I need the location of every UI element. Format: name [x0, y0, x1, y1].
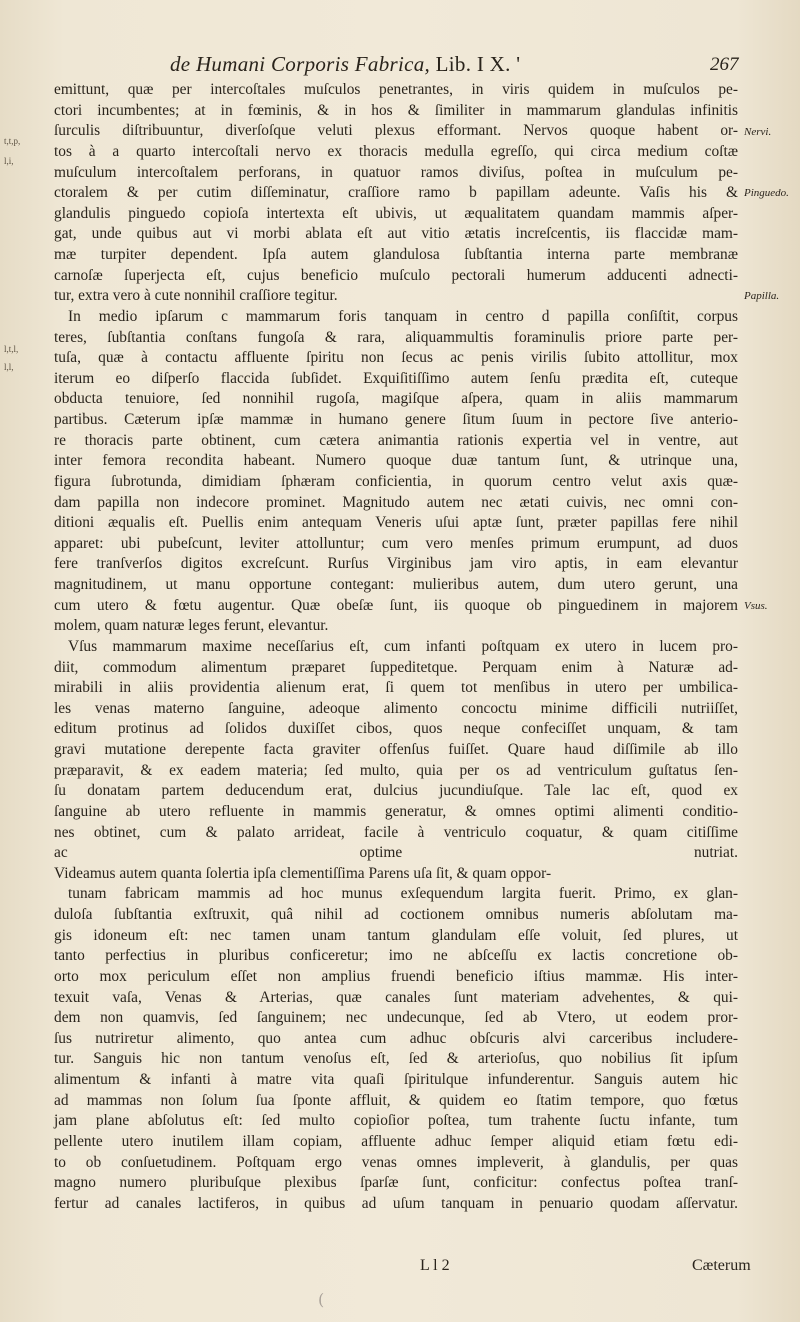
text-line: dam papilla non indecore prominet. Magnitudo autem nec ætati cuivis, nec omni con-	[54, 493, 738, 511]
text-line: ac optime nutriat.	[54, 844, 738, 862]
running-header: de Humani Corporis Fabrica, Lib. I X. '	[170, 52, 521, 76]
text-line: tur. Sanguis hic non tantum venoſus eſt, ſed & arterioſus, quo nobilius ſit ipſum	[54, 1050, 738, 1068]
text-line: tuſa, quæ à contactu affluente ſpiritu non ſecus ac penis virilis ſubito attollitur, mox	[54, 349, 738, 367]
text-line: duloſa ſubſtantia exſtruxit, quâ nihil ad coctionem omnibus numeris abſolutam ma-	[54, 906, 738, 923]
text-line: cum utero & fœtu augentur. Quæ obeſæ ſunt, iis quoque ob pinguedinem in majorem	[54, 596, 738, 614]
left-margin-mark: t,t,p,	[4, 136, 21, 146]
text-line: jam plane abſolutus eſt: ſed multo copioſior poſtea, tum trahente ſuctu infante, tum	[54, 1112, 738, 1130]
text-line: inter femora recondita habeant. Numero quoque duæ tantum ſunt, & utrinque una,	[54, 452, 738, 470]
text-line: emittunt, quæ per intercoſtales muſculos penetrantes, in viris quidem in muſculos pe-	[54, 81, 738, 98]
text-line: gat, unde quibus aut vi morbi ablata eſt aut vitio ætatis increſcentis, iis flaccidæ mam-	[54, 225, 738, 243]
text-line: editum protinus ad ſolidos duxiſſet cibos, quos neque confeciſſet unquam, & tam	[54, 720, 738, 738]
text-line: tur, extra vero à cute nonnihil craſſiore tegitur.	[54, 287, 338, 305]
text-line: fertur ad canales lactiferos, in quibus ad uſum tanquam in penuario quodam aſſervatur.	[54, 1194, 738, 1212]
text-line: tanto perfectius in pluribus conficeretur; imo ne abſceſſu ex lactis concretione ob-	[54, 947, 738, 965]
text-line: ſus nutriretur alimento, quo antea cum adhuc obſcuris alvi carceribus includere-	[54, 1029, 738, 1047]
text-line: mirabili in aliis providentia alienum erat, ſi quem tot menſibus in utero per umbilica-	[54, 679, 738, 697]
text-line: glandulis pinguedo copioſa intertexta eſt ubivis, ut æqualitatem quandam mammis aſper-	[54, 204, 738, 222]
text-line: nes obtinet, cum & palato arrideat, facile à ventriculo coquatur, & quam citiſſime	[54, 823, 738, 841]
text-line: tos à a quarto intercoſtali nervo ex thoracis medulla egreſſo, qui circa medium coſtæ	[54, 142, 738, 160]
text-line: ctori incumbentes; at in fœminis, & in hos & ſimiliter in mammarum glandulas infinitis	[54, 101, 738, 119]
text-line: obducta tenuiore, ſed nonnihil rugoſa, magiſque aſpera, quam in aliis mammarum	[54, 390, 738, 408]
text-line: re thoracis parte obtinent, cum cætera animantia rationis expertia vel in ventre, aut	[54, 431, 738, 449]
left-margin-mark: l,i,	[4, 156, 14, 166]
text-line: muſculum intercoſtalem perforans, in quatuor ramos diviſus, poſtea in muſculum pe-	[54, 163, 738, 181]
text-line: pellente utero inutilem illam copiam, affluente adhuc ſemper aliquid etiam fœtu edi-	[54, 1132, 738, 1150]
text-line: diit, commodum alimentum præparet ſuppeditetque. Perquam enim à Naturæ ad-	[54, 658, 738, 676]
signature-mark: L l 2	[420, 1257, 450, 1274]
text-line: Videamus autem quanta ſolertia ipſa clementiſſima Parens uſa ſit, & quam oppor-	[54, 864, 552, 882]
margin-note-pinguedo: Pinguedo.	[744, 187, 789, 199]
text-line: ſurculis diſtribuuntur, diverſoſque veluti plexus efformant. Nervos quoque habent or-	[54, 122, 738, 140]
text-line: præparavit, & ex eadem materia; ſed multo, quia per os ad ventriculum guſtatus ſen-	[54, 761, 738, 779]
text-line: to ob conſuetudinem. Poſtquam ergo venas omnes impleverit, à glandulis, per quas	[54, 1153, 738, 1171]
text-line: carnoſæ ſuperjecta eſt, cujus beneficio muſculo pectorali humerum adducenti adnecti-	[54, 266, 738, 284]
text-line: ad mammas non ſolum ſua ſponte affluit, & quidem eo ſtatim tempore, quo fœtus	[54, 1091, 738, 1109]
text-line: mæ turpiter dependent. Ipſa autem glandulosa ſubſtantia interna parte membranæ	[54, 246, 738, 263]
text-line: teres, ſubſtantia conſtans fungoſa & rara, aliquammultis foraminulis priore parte per-	[54, 328, 738, 346]
text-line: apparet: ubi pubeſcunt, leviter attolluntur; cum vero menſes primum erumpunt, ad duos	[54, 534, 738, 552]
text-line: ditioni æqualis eſt. Puellis enim antequam Veneris uſui aptæ ſunt, præter papillas fere nihil	[54, 514, 738, 532]
margin-note-usus: Vsus.	[744, 600, 768, 612]
text-line: molem, quam naturæ leges ferunt, elevantur.	[54, 617, 329, 635]
text-line: ſu donatam partem deducendum erat, dulcius jucundiuſque. Tale lac eſt, quod ex	[54, 782, 738, 800]
margin-note-papilla: Papilla.	[744, 290, 780, 302]
page-number: 267	[710, 54, 739, 75]
text-line: iterum eo diſperſo flaccida ſubſidet. Exquiſitiſſimo autem ſenſu prædita eſt, cuteque	[54, 369, 738, 387]
text-line: gravi mutatione derepente facta graviter offenſus fuiſſet. Quare haud diſſimile ab illo	[54, 741, 738, 758]
text-line: Vſus mammarum maxime neceſſarius eſt, cum infanti poſtquam ex utero in lucem pro-	[68, 637, 738, 655]
text-line: texuit vaſa, Venas & Arterias, quæ canales ſunt materiam advehentes, & qui-	[54, 988, 738, 1006]
text-line: alimentum & infanti à matre vita quaſi ſpiritulque infunderentur. Sanguis autem hic	[54, 1071, 738, 1088]
margin-note-nervi: Nervi.	[744, 126, 772, 138]
text-line: dem non quamvis, ſed ſanguinem; nec undecunque, ſed ab Vtero, ut eodem pror-	[54, 1009, 738, 1027]
text-line: fere tranſverſos digitos excreſcunt. Rurſus Virginibus jam viro aptis, in eam elevantur	[54, 555, 738, 573]
text-line: magnitudinem, ut manu opportune contegant: mulieribus autem, dum utero gerunt, una	[54, 576, 738, 593]
text-line: In medio ipſarum c mammarum foris tanquam in centro d papilla conſiſtit, corpus	[68, 307, 738, 325]
text-line: partibus. Cæterum ipſæ mammæ in humano genere ſitum ſuum in pectore ſive anterio-	[54, 411, 738, 428]
catchword: Cæterum	[692, 1257, 751, 1274]
text-line: ſanguine ab utero refluente in mammis generatur, & omnes optimi alimenti conditio-	[54, 802, 738, 820]
ink-mark: (	[318, 1290, 325, 1309]
left-margin-mark: l,t,l,	[4, 344, 19, 354]
text-line: tunam fabricam mammis ad hoc munus exſequendum largita fuerit. Primo, ex glan-	[68, 885, 738, 903]
text-line: orto mox periculum eſſet non amplius fruendi beneficio iſtius mammæ. His inter-	[54, 967, 738, 985]
left-margin-mark: l,l,	[4, 362, 14, 372]
text-line: les venas materno ſanguine, adeoque alimento concoctu minime difficili nutriiſſet,	[54, 699, 738, 717]
text-line: ctoralem & per cutim diſſeminatur, craſſiore ramo b papillam adeunte. Vaſis his &	[54, 184, 738, 202]
main-text	[54, 80, 738, 1214]
text-line: magno numero pluribuſque plexibus ſparſæ ſunt, conficitur: confectus poſtea tranſ-	[54, 1174, 738, 1192]
text-line: gis idoneum eſt: nec tamen unam tantum glandulam eſſe voluit, ſed plures, ut	[54, 926, 738, 944]
text-line: figura ſubrotunda, dimidiam ſphæram conficientia, in quorum centro velut axis quæ-	[54, 472, 738, 490]
